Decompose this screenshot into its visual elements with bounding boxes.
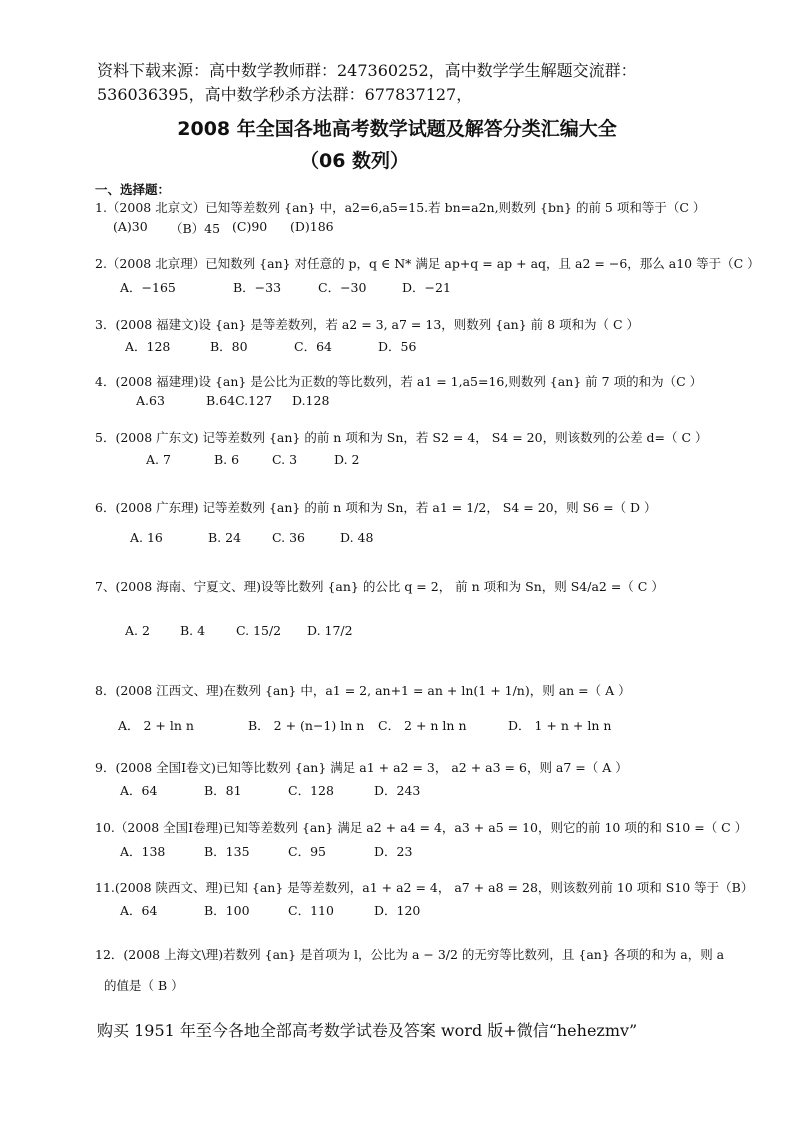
header-line-1: 资料下载来源：高中数学教师群：247360252，高中数学学生解题交流群： — [97, 61, 637, 80]
question-3: 3．(2008 福建文)设 {an} 是等差数列，若 a2 = 3, a7 = 13，则数列 {an} 前 8 项和为（ C ） — [95, 317, 640, 332]
option: C．−30 — [318, 280, 367, 295]
option: C．128 — [288, 783, 334, 798]
option: C. 36 — [272, 530, 305, 545]
question-11: 11.(2008 陕西文、理)已知 {an} 是等差数列，a1 + a2 = 4， a7 + a8 = 28，则该数列前 10 项和 S10 等于（B） — [95, 880, 754, 895]
question-10: 10.（2008 全国Ⅰ卷理)已知等差数列 {an} 满足 a2 + a4 = 4，a3 + a5 = 10，则它的前 10 项的和 S10 =（ C ） — [95, 820, 748, 835]
option: A. 16 — [130, 530, 163, 545]
option: C． 2 + n ln n — [378, 718, 467, 733]
option: （B）45 — [170, 221, 221, 236]
question-8: 8．(2008 江西文、理)在数列 {an} 中，a1 = 2, an+1 = an + ln(1 + 1/n)，则 an =（ A ） — [95, 683, 631, 698]
document-title: 2008 年全国各地高考数学试题及解答分类汇编大全 — [177, 118, 617, 140]
option: C．95 — [288, 844, 326, 859]
option: D．56 — [378, 339, 417, 354]
question-6: 6．(2008 广东理) 记等差数列 {an} 的前 n 项和为 Sn，若 a1 = 1/2， S4 = 20，则 S6 =（ D ） — [95, 500, 657, 515]
option: A．−165 — [120, 280, 176, 295]
question-1: 1.（2008 北京文）已知等差数列 {an} 中，a2=6,a5=15.若 bn=a2n,则数列 {bn} 的前 5 项和等于（C ） — [95, 200, 706, 215]
option: D．243 — [374, 783, 421, 798]
option: D．120 — [374, 903, 421, 918]
option: D．−21 — [402, 280, 451, 295]
option: D. 48 — [340, 530, 374, 545]
option: C．64 — [294, 339, 332, 354]
option: A．64 — [120, 783, 158, 798]
section-heading: 一、选择题： — [95, 182, 171, 197]
option: A. 2 — [125, 623, 150, 638]
option: A． 2 + ln n — [118, 718, 194, 733]
option: C．110 — [288, 903, 334, 918]
header-line-2: 536036395，高中数学秒杀方法群：677837127， — [97, 85, 473, 104]
option: B． 2 + (n−1) ln n — [248, 718, 365, 733]
option: D.128 — [292, 393, 330, 408]
option: D．23 — [374, 844, 413, 859]
option: D. 2 — [334, 452, 360, 467]
question-12: 12．(2008 上海文\理)若数列 {an} 是首项为 l，公比为 a − 3/2 的无穷等比数列，且 {an} 各项的和为 a，则 a — [95, 947, 725, 962]
option: D． 1 + n + ln n — [508, 718, 612, 733]
question-7: 7、(2008 海南、宁夏文、理)设等比数列 {an} 的公比 q = 2， 前 n 项和为 Sn，则 S4/a2 =（ C ） — [95, 579, 664, 594]
option: B．−33 — [233, 280, 282, 295]
option: B. 24 — [208, 530, 242, 545]
option: A．128 — [125, 339, 171, 354]
option: D. 17/2 — [307, 623, 353, 638]
option: (A)30 — [113, 219, 148, 234]
option: A．64 — [120, 903, 158, 918]
option: B．80 — [210, 339, 248, 354]
option: A.63 — [136, 393, 165, 408]
option: B．135 — [204, 844, 250, 859]
option: B. 4 — [180, 623, 206, 638]
option: B．100 — [204, 903, 250, 918]
option: C. 15/2 — [236, 623, 282, 638]
question-2: 2.（2008 北京理）已知数列 {an} 对任意的 p，q ∈ N* 满足 ap+q = ap + aq，且 a2 = −6，那么 a10 等于（C ） — [95, 256, 760, 271]
document-subtitle: （06 数列） — [300, 150, 410, 172]
option: B. 6 — [214, 452, 240, 467]
option: A. 7 — [146, 452, 171, 467]
option: B.64C.127 — [206, 393, 273, 408]
question-9: 9．(2008 全国Ⅰ卷文)已知等比数列 {an} 满足 a1 + a2 = 3， a2 + a3 = 6，则 a7 =（ A ） — [95, 760, 628, 775]
option: C. 3 — [272, 452, 298, 467]
question-4: 4．(2008 福建理)设 {an} 是公比为正数的等比数列，若 a1 = 1,a5=16,则数列 {an} 前 7 项的和为（C ） — [95, 374, 703, 389]
option: B．81 — [204, 783, 242, 798]
question-5: 5．(2008 广东文) 记等差数列 {an} 的前 n 项和为 Sn，若 S2 = 4， S4 = 20，则该数列的公差 d=（ C ） — [95, 430, 708, 445]
footer-note: 购买 1951 年至今各地全部高考数学试卷及答案 word 版+微信“hehezmv” — [97, 1021, 638, 1040]
option: (C)90 — [232, 219, 268, 234]
option: 的值是（ B ） — [104, 978, 184, 993]
option: A．138 — [120, 844, 166, 859]
option: (D)186 — [290, 219, 334, 234]
